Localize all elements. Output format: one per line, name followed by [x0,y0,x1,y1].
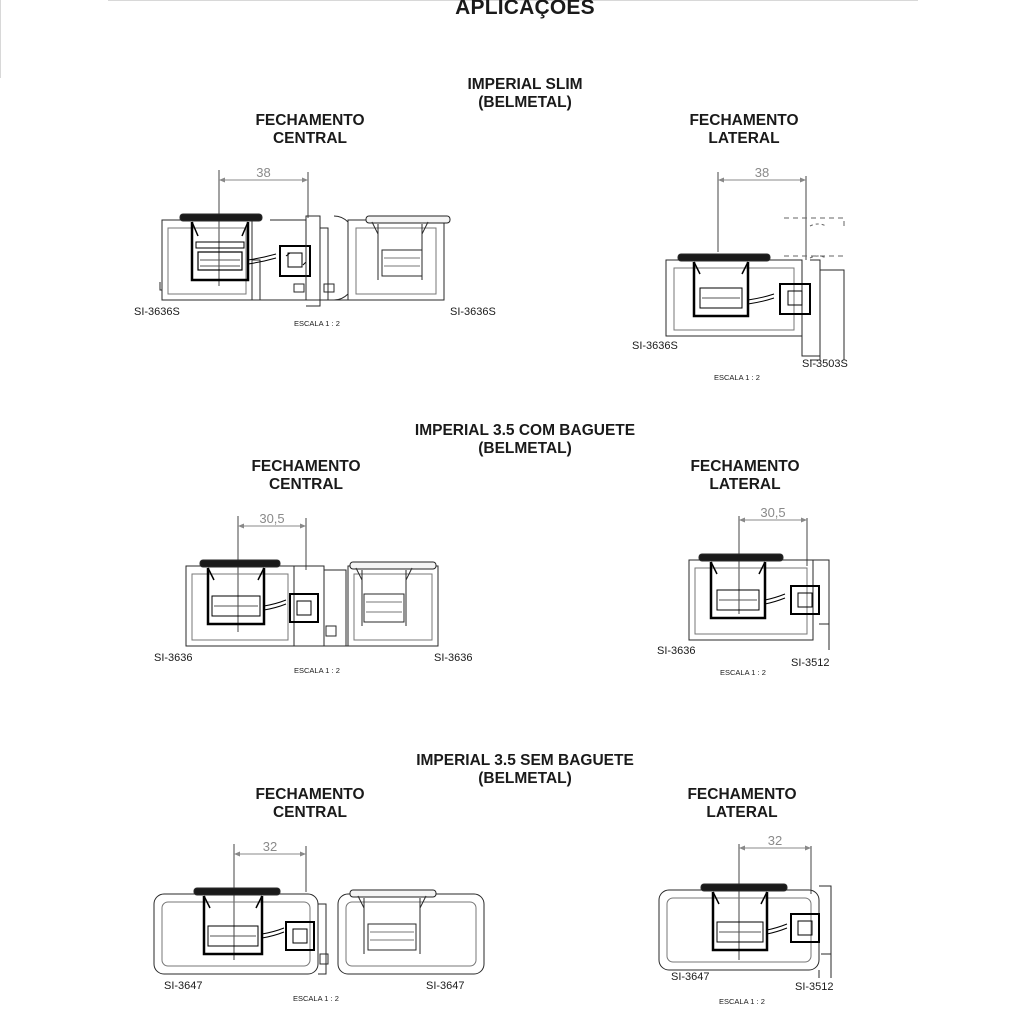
drawing-central-closure [140,506,500,686]
profile-code-left: SI-3636 [154,652,193,664]
dimension-label: 38 [256,165,271,180]
dimension-label: 32 [262,839,278,854]
profile-code-right: SI-3636 [434,652,473,664]
dimension-label: 30,5 [259,511,285,526]
scale-label: ESCALA 1 : 2 [719,997,765,1006]
profile-code-left: SI-3647 [671,971,710,983]
section-title-imperial-sem-baguete: IMPERIAL 3.5 SEM BAGUETE (BELMETAL) [416,752,634,787]
drawing-lateral-closure [655,834,875,1014]
scale-label: ESCALA 1 : 2 [714,373,760,382]
profile-code-left: SI-3647 [164,980,203,992]
drawing-central-closure [150,834,490,1014]
variant-title-lateral: FECHAMENTO LATERAL [690,458,800,493]
profile-code-left: SI-3636S [134,306,180,318]
drawing-central-closure [120,160,500,340]
variant-title-lateral: FECHAMENTO LATERAL [689,112,799,147]
page-title: APLICAÇOES [455,0,595,19]
profile-code-right: SI-3512 [795,981,834,993]
profile-code-right: SI-3636S [450,306,496,318]
profile-code-right: SI-3503S [802,358,848,370]
drawing-lateral-closure [655,506,875,686]
dimension-label: 32 [767,833,783,848]
scale-label: ESCALA 1 : 2 [293,994,339,1003]
drawing-lateral-closure [630,160,870,390]
dimension-label: 30,5 [760,505,786,520]
variant-title-central: FECHAMENTO CENTRAL [255,786,365,821]
variant-title-lateral: FECHAMENTO LATERAL [687,786,797,821]
variant-title-central: FECHAMENTO CENTRAL [251,458,361,493]
profile-code-right: SI-3512 [791,657,830,669]
scale-label: ESCALA 1 : 2 [294,319,340,328]
dimension-label: 38 [754,165,770,180]
section-title-imperial-slim: IMPERIAL SLIM (BELMETAL) [467,76,583,111]
scale-label: ESCALA 1 : 2 [720,668,766,677]
profile-code-right: SI-3647 [426,980,465,992]
scale-label: ESCALA 1 : 2 [294,666,340,675]
section-title-imperial-com-baguete: IMPERIAL 3.5 COM BAGUETE (BELMETAL) [414,422,636,457]
profile-code-left: SI-3636 [657,645,696,657]
variant-title-central: FECHAMENTO CENTRAL [255,112,365,147]
profile-code-left: SI-3636S [632,340,678,352]
